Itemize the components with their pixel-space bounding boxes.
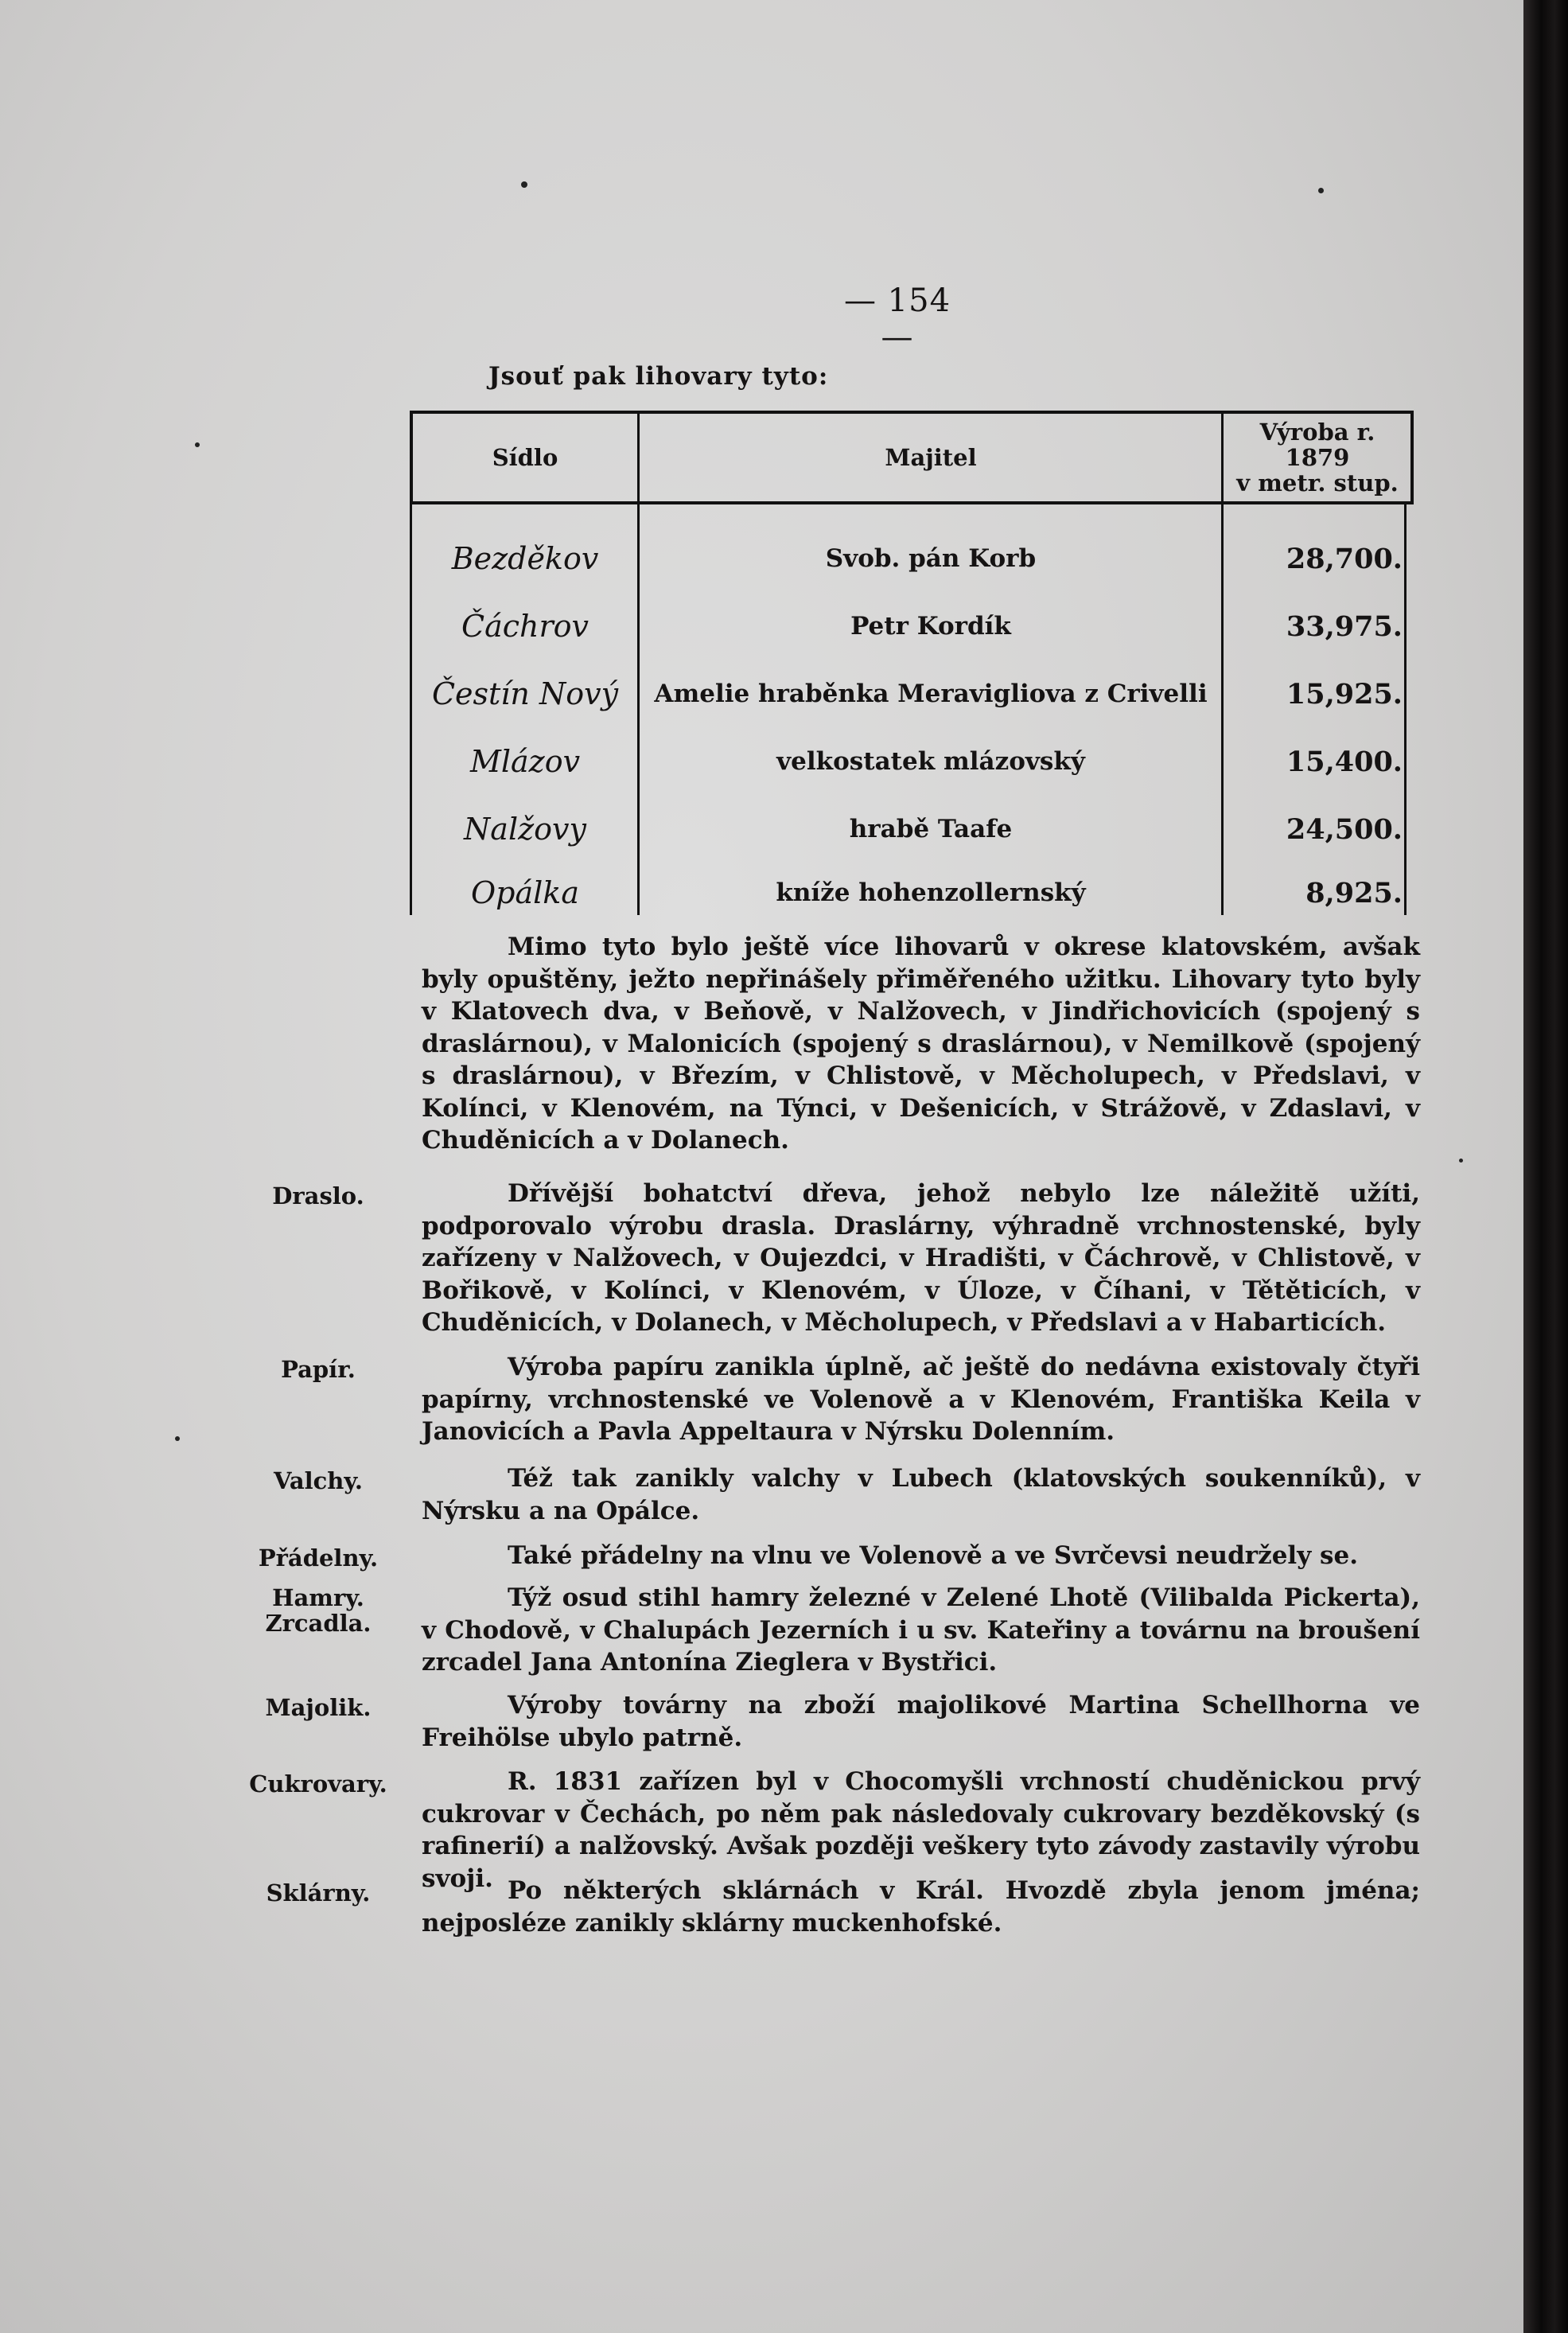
paragraph-text: Po některých sklárnách v Král. Hvozdě zbyla jenom jména; nejposléze zanikly sklárny muckenhofské. [422,1876,1420,1938]
scan-speck [521,181,527,188]
row-owner: Svob. pán Korb [825,544,1037,573]
header-output [1224,414,1410,501]
row-owner: velkostatek mlázovský [776,747,1085,776]
table-border-right [1410,414,1414,504]
paragraph-fulling-mills [422,1463,1420,1527]
row-place: Čestín Nový [431,676,619,711]
margin-note-sklarny: Sklárny. [266,1879,371,1907]
paragraph-hammer-mills [422,1582,1420,1679]
paragraph-text: R. 1831 zařízen byl v Chocomyšli vrchností chuděnickou prvý cukrovar v Čechách, po něm pak následovaly cukrovary bezděkovský (s rafinerií) a nalžovský. Avšak později veškery tyto závody zastavily výrobu svoji. [422,1767,1420,1893]
table-row [410,527,1414,590]
paragraph-glassworks [422,1875,1420,1939]
row-place: Mlázov [469,744,581,779]
row-output: 8,925. [1305,876,1403,909]
row-output: 15,925. [1286,677,1403,711]
paragraph-text: Též tak zanikly valchy v Lubech (klatovských soukenníků), v Nýrsku a na Opálce. [422,1464,1420,1525]
table-row [410,797,1414,861]
margin-note-papir: Papír. [281,1356,356,1383]
paragraph-text: Dřívější bohatctví dřeva, jehož nebylo lze náležitě užíti, podporovalo výrobu drasla. Draslárny, výhradně vrchnostenské, byly zařízeny v Nalžovech, v Oujezdci, v Hradišti, v Čáchrově, v Chlistově, v Bořikově, v Kolínci, v Klenovém, v Úloze, v Číhani, v Tětěticích, v Chuděnicích, v Dolanech, v Měcholupech, v Předslavi a v Habarticích. [422,1179,1420,1337]
scan-speck [195,442,200,447]
row-place: Čáchrov [461,609,589,644]
row-owner: Petr Kordík [850,612,1011,641]
row-output: 24,500. [1286,812,1403,846]
book-binding-edge [1523,0,1568,2333]
paragraph-text: Výroby továrny na zboží majolikové Martina Schellhorna ve Freihölse ubylo patrně. [422,1691,1420,1752]
header-output-line2: v metr. stup. [1236,469,1399,497]
header-place: Sídlo [492,444,558,471]
paragraph-text: Týž osud stihl hamry železné v Zelené Lhotě (Vilibalda Pickerta), v Chodově, v Chalupách Jezerních i u sv. Kateřiny a továrnu na broušení zrcadel Jana Antonína Zieglera v Bystřici. [422,1583,1420,1677]
paragraph-text: Také přádelny na vlnu ve Volenově a ve Svrčevsi neudržely se. [508,1541,1358,1570]
row-place: Nalžovy [464,812,586,847]
row-output: 33,975. [1286,610,1403,643]
paragraph-spinning-mills [422,1540,1420,1572]
table-row [410,861,1414,925]
row-owner: kníže hohenzollernský [776,878,1086,907]
row-place: Bezděkov [451,541,599,576]
distillery-table [410,411,1414,915]
page-number: — 154 — [843,282,951,356]
paragraph-text: Výroba papíru zanikla úplně, ač ještě do nedávna existovaly čtyři papírny, vrchnostenské ve Volenově a v Klenovém, Františka Keila v Janovicích a Pavla Appeltaura v Nýrsku Dolenním. [422,1353,1420,1446]
intro-line: Jsouť pak lihovary tyto: [488,362,829,391]
row-owner: Amelie hraběnka Meravigliova z Crivelli [654,680,1208,708]
margin-note-valchy: Valchy. [273,1467,363,1494]
margin-note-hamry-zrcadla: Hamry. Zrcadla. [265,1584,372,1637]
scan-speck [1459,1159,1463,1163]
row-owner: hrabě Taafe [849,815,1013,843]
table-row [410,730,1414,793]
table-header-rule [410,501,1414,504]
scan-speck [175,1436,180,1441]
table-row [410,594,1414,658]
header-owner: Majitel [885,444,977,471]
paragraph-potash [422,1178,1420,1339]
scan-speck [1318,188,1324,193]
table-row [410,662,1414,726]
paragraph-distilleries [422,931,1420,1157]
margin-note-cukrovary: Cukrovary. [249,1770,387,1797]
header-output-line1: Výroba r. 1879 [1259,419,1375,471]
paragraph-paper [422,1351,1420,1448]
margin-note-majolik: Majolik. [265,1694,372,1721]
margin-note-pradelny: Přádelny. [258,1544,379,1572]
row-place: Opálka [471,875,579,910]
row-output: 28,700. [1286,542,1403,575]
paragraph-majolica [422,1689,1420,1754]
row-output: 15,400. [1286,745,1403,778]
paragraph-text: Mimo tyto bylo ještě více lihovarů v okrese klatovském, avšak byly opuštěny, ježto nepřinášely přiměřeného užitku. Lihovary tyto byly v Klatovech dva, v Beňově, v Nalžovech, v Jindřichovicích (spojený s draslárnou), v Malonicích (spojený s draslárnou), v Nemilkově (spojený s draslárnou), v Březím, v Chlistově, v Měcholupech, v Předslavi, v Kolínci, v Klenovém, na Týnci, v Dešenicích, v Strážově, v Zdaslavi, v Chuděnicích a v Dolanech. [422,933,1420,1155]
margin-note-draslo: Draslo. [272,1182,364,1209]
